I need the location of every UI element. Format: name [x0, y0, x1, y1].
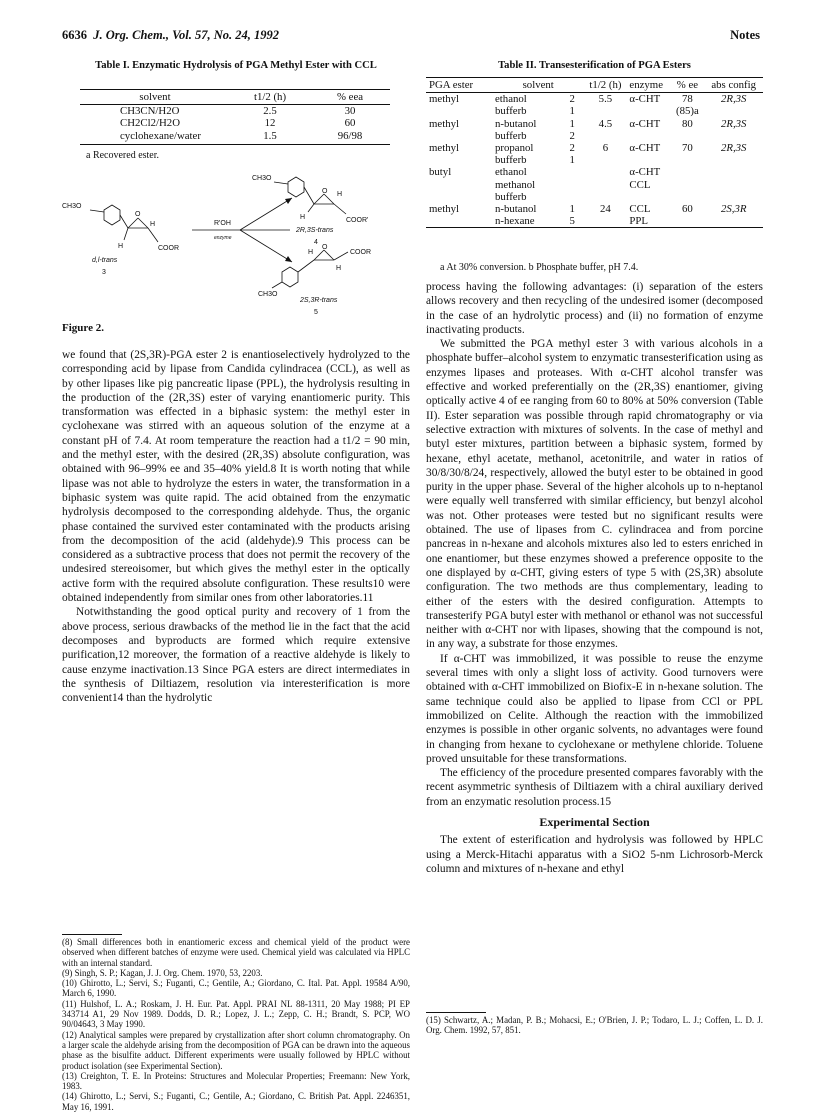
table-row — [426, 142, 763, 166]
footnote-rule — [426, 1012, 486, 1013]
table2-header: t1/2 (h) — [584, 78, 626, 93]
table1-header: % eea — [310, 90, 390, 105]
table1-header: t1/2 (h) — [230, 90, 310, 105]
footnote: (9) Singh, S. P.; Kagan, J. J. Org. Chem. 1970, 53, 2203. — [62, 967, 263, 978]
table-cell: propanol — [495, 142, 534, 155]
table1-header: solvent — [80, 90, 230, 105]
section-title: Experimental Section — [539, 814, 650, 829]
table-cell: 12 — [264, 117, 276, 130]
table-cell: 30 — [344, 105, 356, 118]
table-cell: 2.5 — [263, 105, 277, 118]
figure-label: COOR' — [346, 217, 369, 224]
footnote: (12) Analytical samples were prepared by crystallization after short column chromatography. On a larger scale the aldehyde arising from the decomposition of PGA can be drawn into the aqueous phase as the bisulfite adduct. Different experiments were usually followed by HPLC without product isolation (see Experimental Section). — [62, 1029, 410, 1071]
table-row — [80, 130, 390, 145]
table-cell: 6 — [602, 142, 609, 155]
volume-info: Vol. 57, No. 24, 1992 — [172, 28, 280, 42]
table2-header: solvent — [492, 78, 584, 93]
figure-label: H — [300, 214, 306, 221]
table-cell: ethanol — [495, 93, 527, 106]
footnote: (8) Small differences both in enantiomeric excess and chemical yield of the product were observed when different batches of enzyme were used. Chemical yield was calculated via HPLC with an internal standard. — [62, 937, 410, 968]
table-cell: α-CHT — [629, 117, 661, 130]
footnote: (14) Ghirotto, L.; Servi, S.; Fuganti, C.; Gentile, A.; Giordano, C. British Pat. Appl. 2246351, May 16, 1991. — [62, 1091, 410, 1112]
table-cell: bufferb — [495, 129, 527, 142]
figure-label: CH3O — [252, 175, 272, 182]
footnote: (10) Ghirotto, L.; Servi, S.; Fuganti, C.; Gentile, A.; Giordano, C. Ital. Pat. Appl. 19584 A/90, March 6, 1990. — [62, 978, 410, 999]
running-header — [62, 28, 279, 43]
table-cell: 60 — [682, 203, 693, 216]
table-row — [80, 105, 390, 118]
table-cell: 2R,3S — [720, 117, 747, 130]
table-row — [80, 117, 390, 129]
table2 — [426, 77, 763, 228]
footnote: (11) Hulshof, L. A.; Roskam, J. H. Eur. Pat. Appl. PRAI NL 88-1311, 20 May 1988; PI EP 343714 A1, 29 Nov 1989. Dodds, D. R.; Lopez, J. L.; Zepp, C. H.; Brandt, S. PCP, WO 90/04643, 3 May 1990. — [62, 998, 410, 1030]
table-cell: 2S,3R — [720, 203, 747, 216]
table-cell: 70 — [682, 142, 693, 155]
paragraph: The extent of esterification and hydrolysis was followed by HPLC using a Merck-Hitachi apparatus with a SiO2 5-nm Lichrosorb-Merck column and mixtures of n-hexane and ethyl — [426, 834, 763, 875]
table2-header: enzyme — [626, 78, 670, 93]
table2-header: PGA ester — [426, 78, 492, 93]
footnote-rule — [62, 934, 122, 935]
table-cell: ethanol — [495, 166, 527, 179]
table-cell: 5 — [569, 215, 575, 228]
table2-header: % ee — [670, 78, 704, 93]
table-cell: 2 — [569, 142, 575, 155]
paragraph: The efficiency of the procedure presented compares favorably with the recent asymmetric synthesis of Diltiazem with a chiral auxiliary derived from an enzymatic resolution process.15 — [426, 767, 763, 808]
figure-label: R'OH — [214, 220, 231, 227]
table-cell: 2R,3S — [720, 142, 747, 155]
table-row — [426, 166, 763, 203]
left-footnotes — [62, 937, 410, 1112]
figure-label: O — [322, 244, 328, 251]
figure-label: 2S,3R-trans — [300, 297, 338, 304]
paragraph: We submitted the PGA methyl ester 3 with various alcohols in a phosphate buffer–alcohol system to enzymatic transesterification using as enzymes lipases and proteases. With α-CHT alcohol transfer was effective and worked preferentially on the (2R,3S) enantiomer, giving optically active 4 of ee ranging from 60 to 80% at 50% conversion (Table II). Ester separation was possible through rapid chromatography or via selective extraction with mixtures of solvents. In the case of methyl and butyl ester mixtures, partition between a biphasic system, formed by hexane, ethyl acetate, methanol, acetonitrile, and water in ratios of 30/8/30/8/24, respectively, allowed the butyl ester to be obtained in good purity in the upper phase. Several of the higher alcohols up to n-heptanol were equally well transferred with similar efficiency, but benzyl alcohol was not. Other proteases were tested but no significant results were obtained. The use of lipases from C. cylindracea and from porcine pancreas in n-hexane and alcohols mixtures also led to esters enriched in one enantiomer, but these enzymes showed a preference opposite to the one displayed by α-CHT, giving esters of type 5 with (2S,3R) absolute configuration. The two methods are thus complementary, leading to either of the esters with the desired configuration. Attempts to transesterify PGA butyl ester with methanol or ethanol was not successful neither with α-CHT nor with lipases, showing that the compound is not, in any way, a substrate for those enzymes. — [426, 338, 763, 651]
table2-caption: Table II. Transesterification of PGA Esters — [498, 60, 691, 71]
table-cell: PPL — [629, 215, 649, 228]
footnote: (13) Creighton, T. E. In Proteins: Structures and Molecular Properties; Freemann: New York, 1983. — [62, 1070, 410, 1092]
table-cell: 5.5 — [598, 93, 613, 106]
figure-label: H — [336, 265, 342, 272]
table-row — [426, 203, 763, 228]
left-column-body — [62, 348, 410, 705]
table-cell: bufferb — [495, 190, 527, 203]
table-cell: CH2Cl2/H2O — [120, 117, 180, 130]
footnote: (15) Schwartz, A.; Madan, P. B.; Mohacsi, E.; O'Brien, J. P.; Todaro, L. J.; Coffen, L. D. J. Org. Chem. 1992, 57, 851. — [426, 1015, 763, 1036]
figure-label: 3 — [102, 269, 106, 276]
figure-label: 4 — [314, 239, 318, 246]
table-cell: bufferb — [495, 105, 527, 118]
table-cell: 1 — [569, 117, 575, 130]
table-cell: 24 — [600, 203, 611, 216]
table-cell: 1 — [569, 105, 575, 118]
reaction-arrows — [192, 198, 292, 262]
table-row — [426, 118, 763, 142]
figure-label: H — [150, 221, 156, 228]
table-cell: butyl — [429, 166, 452, 179]
paragraph: Notwithstanding the good optical purity and recovery of 1 from the above process, serious drawbacks of the method lie in the fact that the acid decomposes and byproducts are formed which require extensive purification,12 moreover, the formation of a reactive aldehyde is likely to cause enzyme inactivation.13 Since PGA esters are direct intermediates in the synthesis of Diltiazem, resolution via interesterification is more convenient14 than the hydrolytic — [62, 606, 410, 705]
right-column-body — [426, 280, 763, 876]
figure-label: O — [322, 188, 328, 195]
compound-4 — [252, 175, 368, 246]
table-cell: 60 — [344, 117, 356, 130]
figure-label: H — [337, 191, 343, 198]
figure-label: H — [308, 249, 314, 256]
page-number: 6636 — [62, 28, 87, 42]
right-footnotes — [426, 1015, 763, 1036]
compound-3 — [62, 203, 179, 276]
paragraph: process having the following advantages: (i) separation of the esters allows recovery and then recycling of the undesired isomer (decomposed in the case of an hydrolytic process) and (ii) no formation of enzyme inactivating products. — [426, 281, 763, 336]
figure-label: 2R,3S-trans — [296, 227, 334, 234]
table-cell: α-CHT — [629, 142, 661, 155]
table-cell: methanol — [495, 178, 536, 191]
figure-label: d,l-trans — [92, 257, 118, 264]
table-cell: 2 — [569, 93, 575, 106]
figure-label: 5 — [314, 309, 318, 316]
table-cell: 80 — [682, 117, 693, 130]
figure-label: COOR — [158, 245, 179, 252]
table-cell: 1 — [569, 203, 575, 216]
table1-footnote: a Recovered ester. — [86, 150, 160, 161]
figure2-scheme — [62, 168, 410, 318]
table-cell: n-hexane — [495, 215, 535, 228]
table-cell: CCL — [629, 203, 651, 216]
table-cell: 1.5 — [263, 129, 277, 142]
table-cell: α-CHT — [629, 166, 661, 179]
table-cell: 96/98 — [337, 129, 363, 142]
table-cell: 2R,3S — [720, 93, 747, 106]
table-cell: methyl — [429, 142, 459, 155]
section-name: Notes — [730, 28, 760, 42]
table-cell: n-butanol — [495, 203, 537, 216]
compound-5 — [258, 244, 371, 316]
table2-header: abs config — [704, 78, 763, 93]
table2-footnote: a At 30% conversion. b Phosphate buffer, pH 7.4. — [440, 262, 639, 273]
paragraph: we found that (2S,3R)-PGA ester 2 is enantioselectively hydrolyzed to the corresponding acid by lipase from Candida cylindracea (CCL), as well as by other lipases like pig pancreatic lipase (PPL), the hydrolysis resulting in the production of the (2R,3S) ester of varying enantiomeric purity. This transformation was effected in a biphasic system: the methyl ester in cyclohexane was stirred with an aqueous solution of the enzyme at a constant pH of 7.4. At room temperature the reaction had a t1/2 = 90 min, and the methyl ester, with the desired (2R,3S) absolute configuration, was obtained with 96–99% ee and 35–40% yield.8 It is worth noting that while lipase was not able to hydrolyze the esters in water, the transformation in a biphasic system was quite rapid. The acid obtained from the enzymatic hydrolysis decomposed to the corresponding aldehyde. Thus, the organic phase contained the survived ester contaminated with the products arising from the decomposition of the acid (aldehyde).9 This process can be considered as a subtractive process that does not permit the recovery of the undesired stereoisomer, but which gives the methyl ester in the optically active form with the required absolute configuration. These results10 were obtained independently from similar ones from other laboratories.11 — [62, 349, 410, 605]
table-cell: α-CHT — [629, 93, 661, 106]
table-cell: 1 — [569, 154, 575, 167]
table-cell: cyclohexane/water — [120, 129, 201, 142]
figure-label: H — [118, 243, 124, 250]
table-cell: CH3CN/H2O — [120, 105, 180, 118]
figure2-label: Figure 2. — [62, 322, 104, 334]
paragraph: If α-CHT was immobilized, it was possible to reuse the enzyme several times with only a slight loss of activity. Good turnovers were obtained with α-CHT immobilized on Biofix-E in n-hexane solution. The same technique could also be applied to lipase from CCl or PPL immobilized on Celite. Although the reaction with the immobilized enzymes is possible in other organic solvents, no advantages were found in changing from hexane to cyclohexane or methylene chloride. Toluene proved unsuitable for these transformations. — [426, 652, 763, 765]
figure-label: enzyme — [214, 235, 232, 241]
table-cell: 4.5 — [598, 117, 613, 130]
table-cell: CCL — [629, 178, 651, 191]
figure-label: CH3O — [258, 291, 278, 298]
table-cell: 2 — [569, 129, 575, 142]
table1-caption: Table I. Enzymatic Hydrolysis of PGA Methyl Ester with CCL — [95, 60, 377, 71]
figure-label: COOR — [350, 249, 371, 256]
table-cell: 78 — [682, 93, 693, 106]
figure-label: CH3O — [62, 203, 82, 210]
figure-label: O — [135, 211, 141, 218]
table-cell: methyl — [429, 93, 459, 106]
journal-name: J. Org. Chem., — [93, 28, 169, 42]
table-cell: methyl — [429, 203, 459, 216]
table-cell: methyl — [429, 117, 459, 130]
table1 — [80, 89, 390, 145]
table-cell: bufferb — [495, 154, 527, 167]
table-row — [426, 93, 763, 118]
table-cell: n-butanol — [495, 117, 537, 130]
table-cell: (85)a — [676, 105, 699, 118]
